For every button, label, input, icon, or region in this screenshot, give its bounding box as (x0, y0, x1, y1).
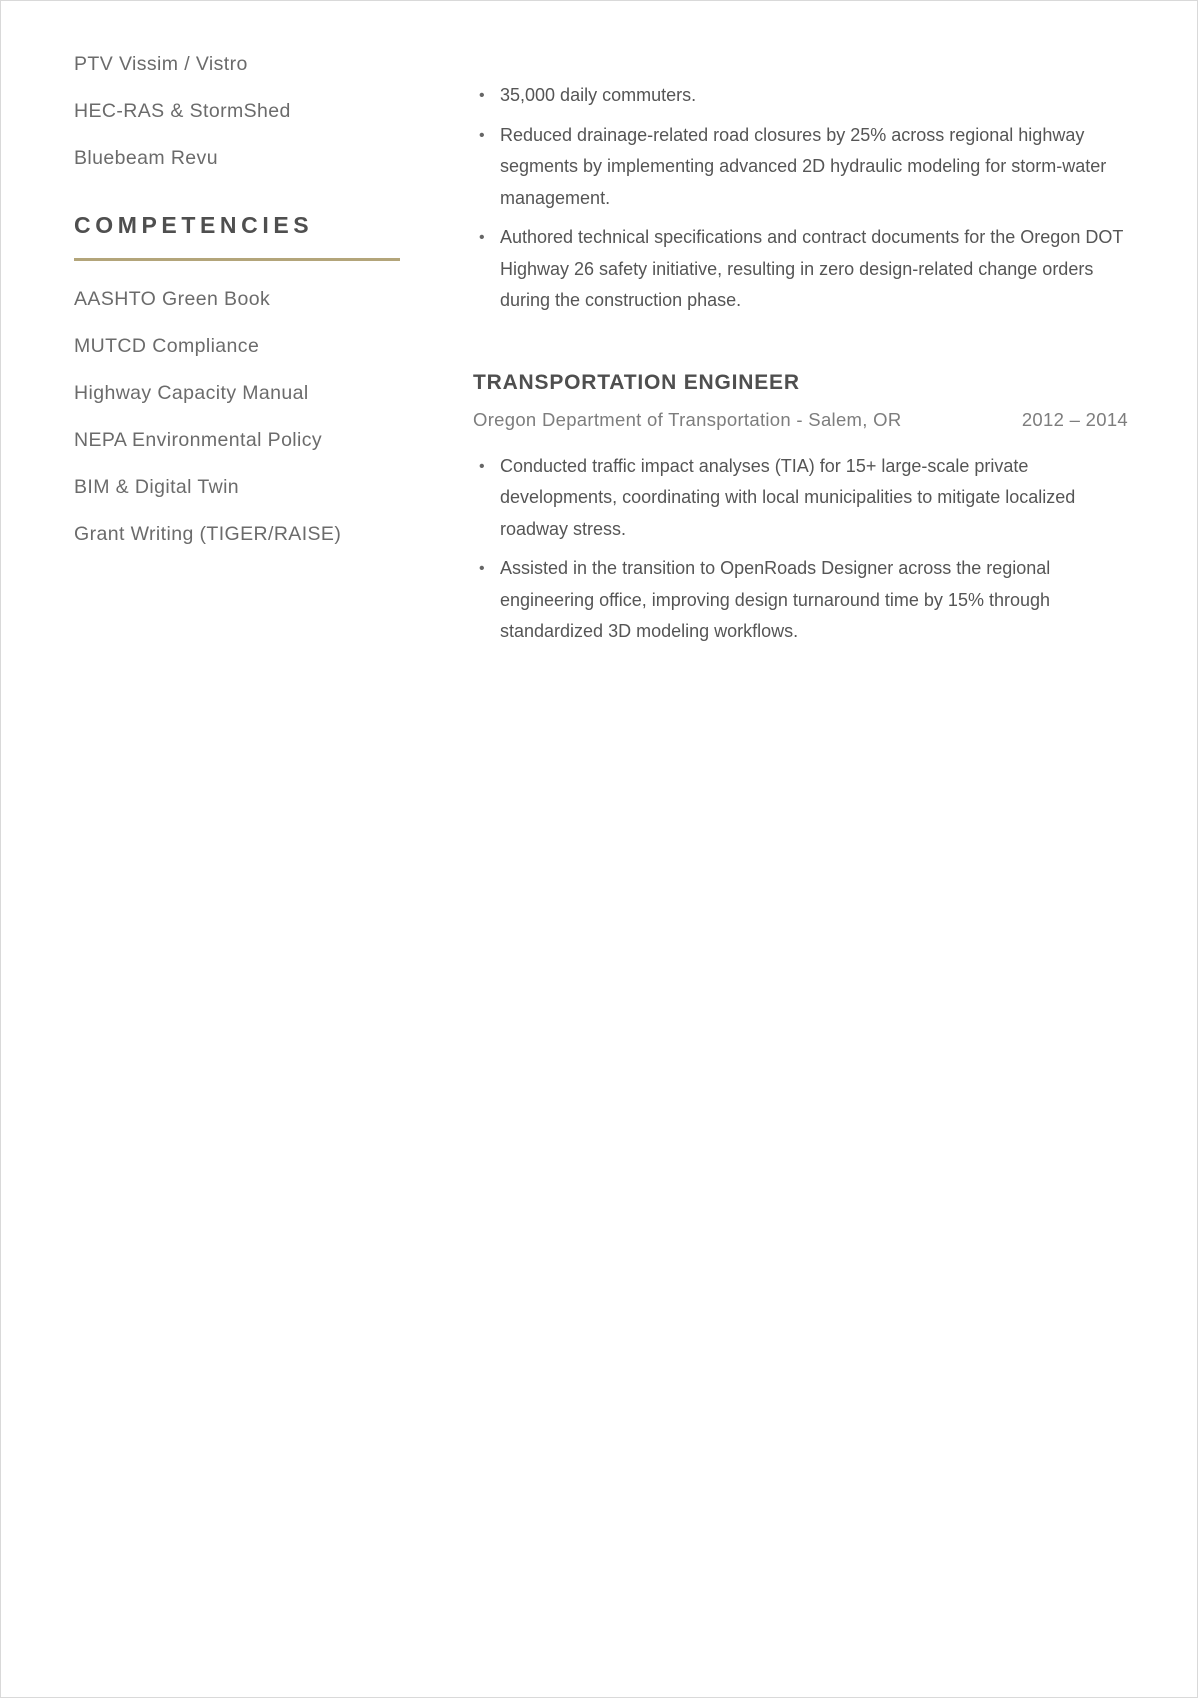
bullet-text: 35,000 daily commuters. (500, 85, 697, 105)
bullet-text: Reduced drainage-related road closures by 25% across regional highway segments by implementing advanced 2D hydraulic modeling for storm-water management. (500, 124, 1107, 208)
competency-item: AASHTO Green Book (74, 288, 271, 310)
bullet-icon: • (479, 126, 485, 144)
job-employer: Oregon Department of Transportation - Salem, OR (473, 408, 902, 430)
bullet-icon: • (479, 229, 485, 246)
job-bullets (473, 451, 1128, 648)
competency-item: BIM & Digital Twin (74, 476, 240, 498)
bullet-text: Assisted in the transition to OpenRoads Designer across the regional engineering office, improving design turnaround time by 15% through standardized 3D modeling workflows. (500, 558, 1051, 641)
bullet-text: Authored technical specifications and contract documents for the Oregon DOT Highway 26 safety initiative, resulting in zero design-related change orders during the construction phase. (500, 227, 1124, 310)
competency-item: Grant Writing (TIGER/RAISE) (74, 523, 342, 545)
sidebar (74, 52, 404, 569)
bullet-icon: • (479, 457, 485, 475)
bullet-item (473, 222, 1128, 317)
tool-item: HEC-RAS & StormShed (74, 100, 291, 122)
heading-divider (74, 258, 400, 261)
tool-item: PTV Vissim / Vistro (74, 53, 248, 75)
bullet-item (473, 451, 1128, 546)
job-meta (473, 407, 1128, 433)
competency-item: Highway Capacity Manual (74, 382, 309, 404)
competency-item: MUTCD Compliance (74, 335, 260, 357)
bullet-icon: • (479, 560, 485, 577)
bullet-item (473, 553, 1128, 648)
bullet-item (473, 120, 1128, 215)
bullet-text: Conducted traffic impact analyses (TIA) for 15+ large-scale private developments, coordinating with local municipalities to mitigate localized roadway stress. (500, 455, 1076, 539)
competency-item: NEPA Environmental Policy (74, 429, 323, 451)
competencies-heading: COMPETENCIES (74, 212, 314, 238)
previous-job-bullets (473, 80, 1128, 317)
bullet-icon: • (479, 87, 485, 104)
experience-section (473, 80, 1128, 656)
bullet-item (473, 80, 1128, 112)
job-title: TRANSPORTATION ENGINEER (473, 370, 800, 394)
job-dates: 2012 – 2014 (1021, 408, 1128, 430)
tool-item: Bluebeam Revu (74, 147, 218, 169)
